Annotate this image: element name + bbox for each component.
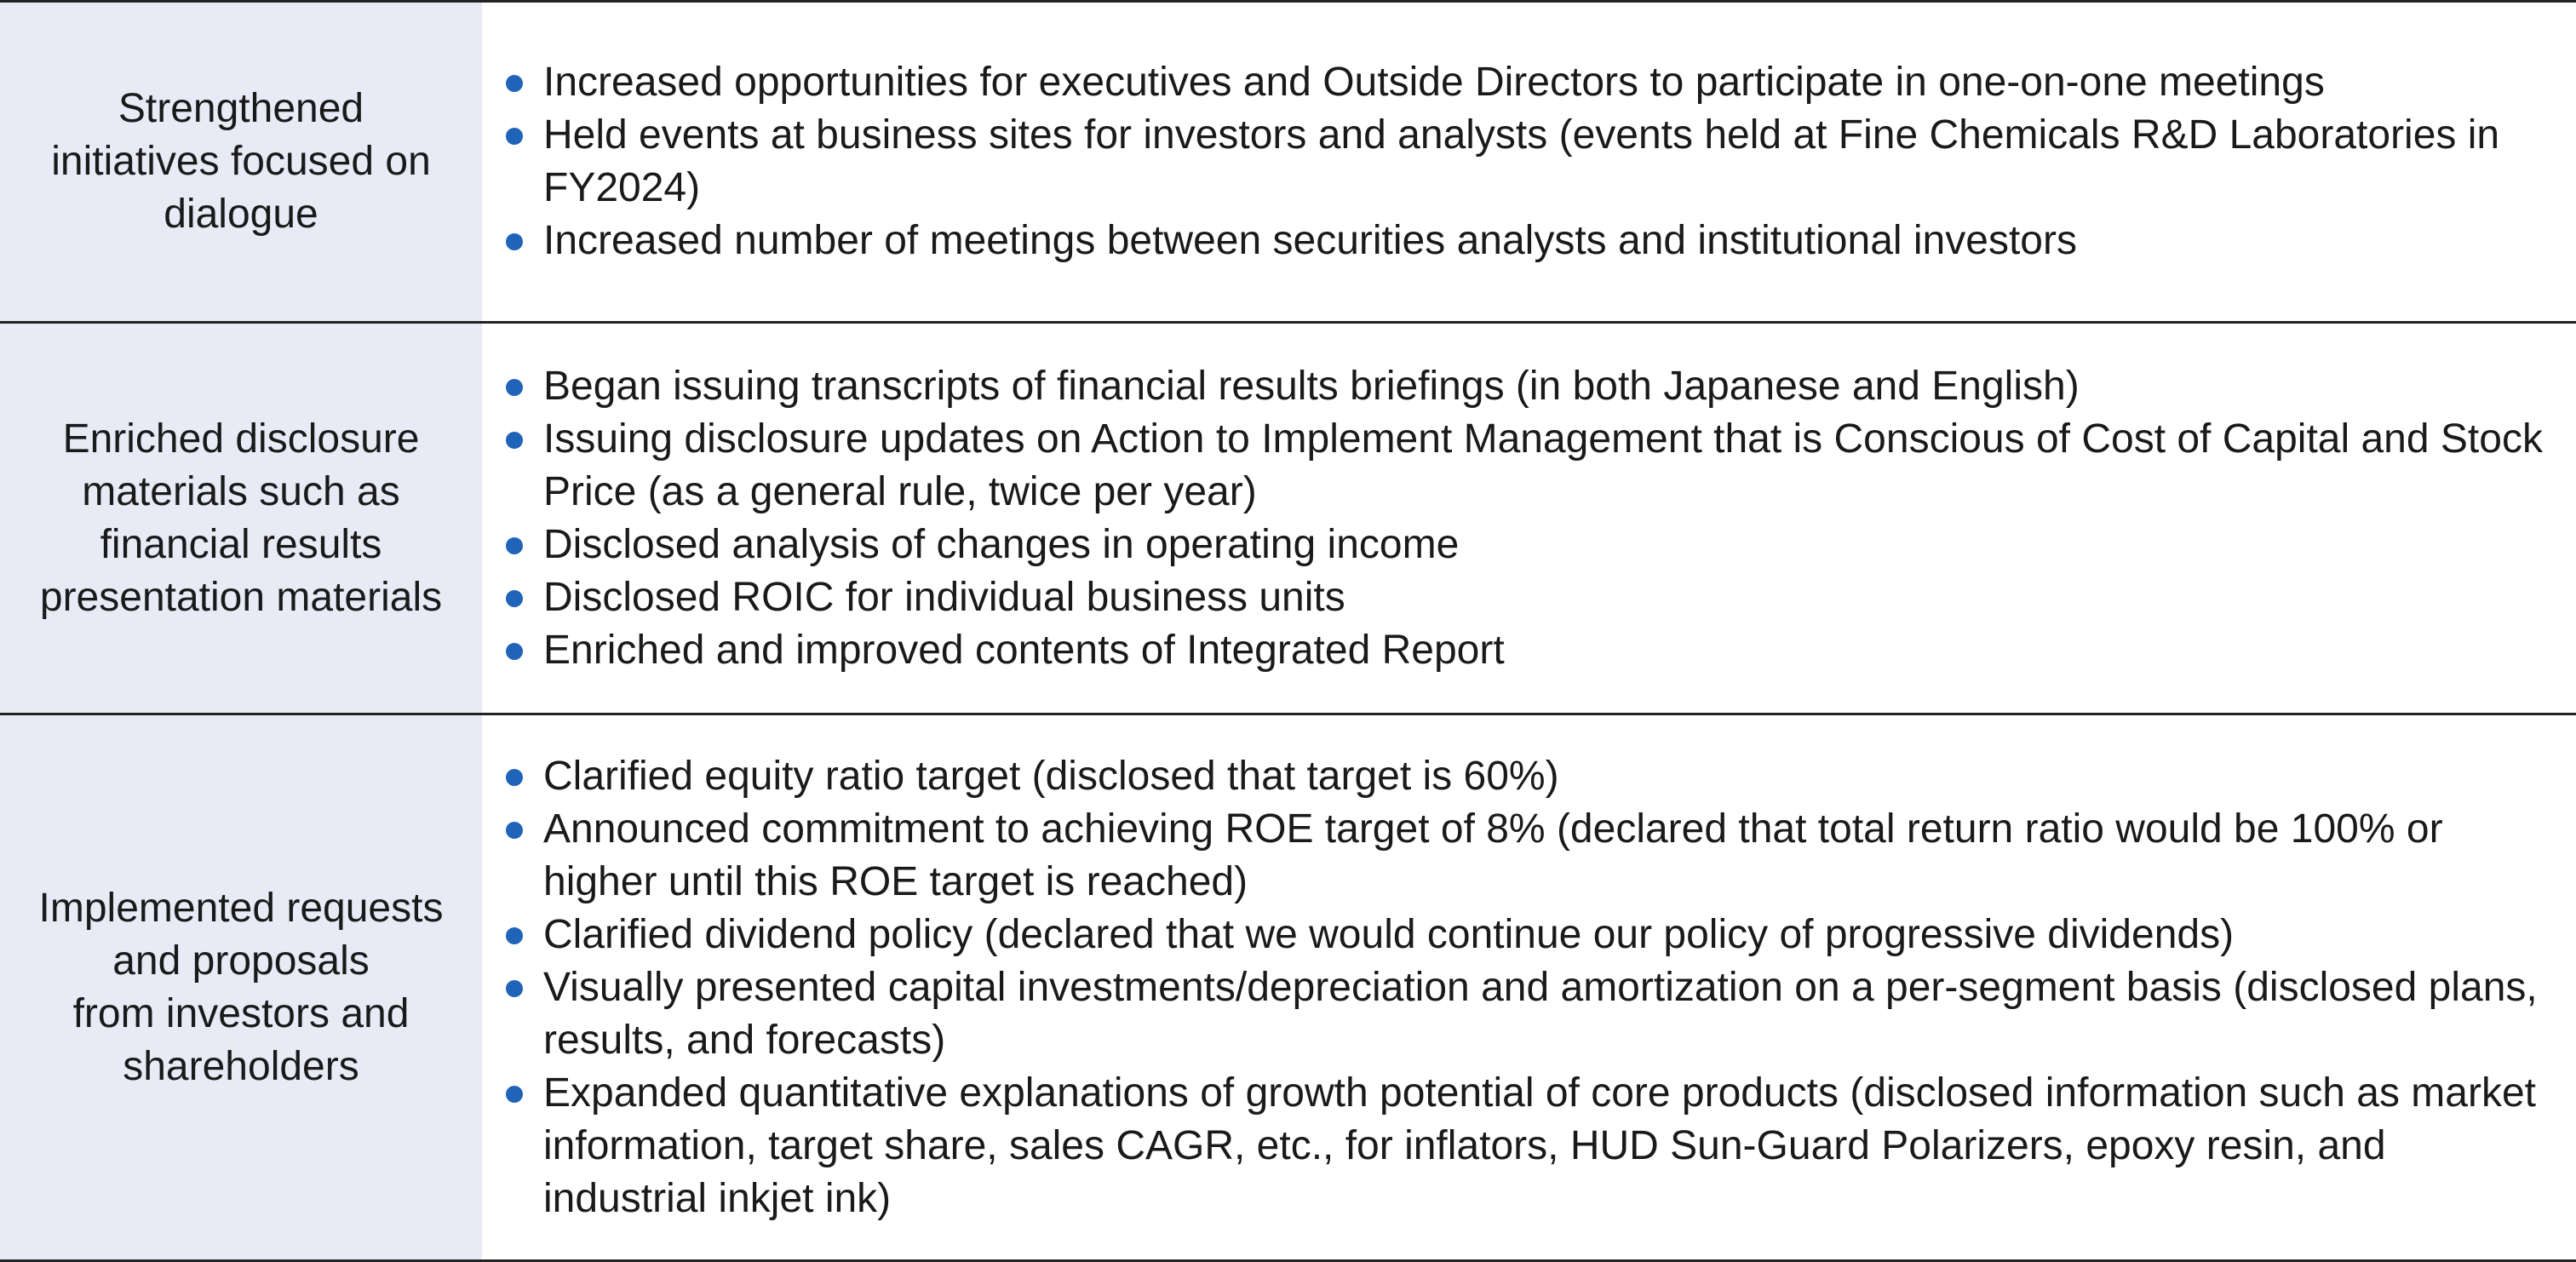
table-row-disclosure (0, 324, 2576, 715)
list-item-text: Expanded quantitative explanations of growth potential of core products (disclosed information such as market information, target share, sales CAGR, etc., for inflators, HUD Sun-Guard Polarizers, epoxy resin, and industrial inkjet ink) (543, 1070, 2536, 1221)
row-content (482, 3, 2576, 321)
bullet-dot-icon (506, 75, 523, 92)
bullet-dot-icon (506, 590, 523, 607)
list-item (506, 750, 2559, 803)
list-item (506, 360, 2559, 413)
list-item-text: Began issuing transcripts of financial results briefings (in both Japanese and English) (543, 363, 2080, 409)
list-item-text: Clarified dividend policy (declared that we would continue our policy of progressive dividends) (543, 911, 2235, 957)
row-label: Strengthened initiatives focused on dialogue (0, 3, 482, 321)
list-item-text: Visually presented capital investments/depreciation and amortization on a per-segment basis (disclosed plans, results, and forecasts) (543, 964, 2538, 1063)
list-item (506, 624, 2559, 677)
table-row-dialogue (0, 3, 2576, 324)
list-item (506, 109, 2559, 215)
bullet-dot-icon (506, 379, 523, 396)
bullet-list (506, 56, 2559, 267)
list-item (506, 961, 2559, 1067)
list-item (506, 909, 2559, 961)
row-label: Implemented requests and proposals from investors and shareholders (0, 715, 482, 1259)
row-content (482, 715, 2576, 1259)
table-row-requests (0, 715, 2576, 1262)
bullet-dot-icon (506, 643, 523, 660)
list-item (506, 803, 2559, 909)
bullet-dot-icon (506, 128, 523, 145)
bullet-dot-icon (506, 233, 523, 250)
bullet-list (506, 360, 2559, 677)
list-item-text: Enriched and improved contents of Integrated Report (543, 627, 1505, 673)
list-item (506, 413, 2559, 519)
list-item (506, 519, 2559, 571)
list-item (506, 571, 2559, 624)
list-item-text: Increased number of meetings between securities analysts and institutional investors (543, 218, 2077, 263)
bullet-dot-icon (506, 822, 523, 839)
row-content (482, 324, 2576, 713)
list-item-text: Increased opportunities for executives and Outside Directors to participate in one-on-one meetings (543, 60, 2325, 105)
bullet-dot-icon (506, 432, 523, 449)
list-item-text: Held events at business sites for investors and analysts (events held at Fine Chemicals R&D Laboratories in FY2024) (543, 112, 2500, 210)
bullet-list (506, 750, 2559, 1225)
list-item-text: Issuing disclosure updates on Action to Implement Management that is Conscious of Cost of Capital and Stock Price (as a general rule, twice per year) (543, 416, 2543, 514)
list-item-text: Announced commitment to achieving ROE target of 8% (declared that total return ratio would be 100% or higher until this ROE target is reached) (543, 806, 2443, 904)
bullet-dot-icon (506, 1086, 523, 1103)
list-item (506, 1067, 2559, 1225)
list-item (506, 56, 2559, 109)
list-item-text: Disclosed analysis of changes in operating income (543, 521, 1460, 567)
list-item-text: Clarified equity ratio target (disclosed that target is 60%) (543, 753, 1559, 799)
row-label: Enriched disclosure materials such as financial results presentation materials (0, 324, 482, 713)
bullet-dot-icon (506, 927, 523, 944)
bullet-dot-icon (506, 769, 523, 786)
bullet-dot-icon (506, 537, 523, 554)
list-item (506, 215, 2559, 267)
bullet-dot-icon (506, 980, 523, 997)
list-item-text: Disclosed ROIC for individual business units (543, 574, 1345, 620)
